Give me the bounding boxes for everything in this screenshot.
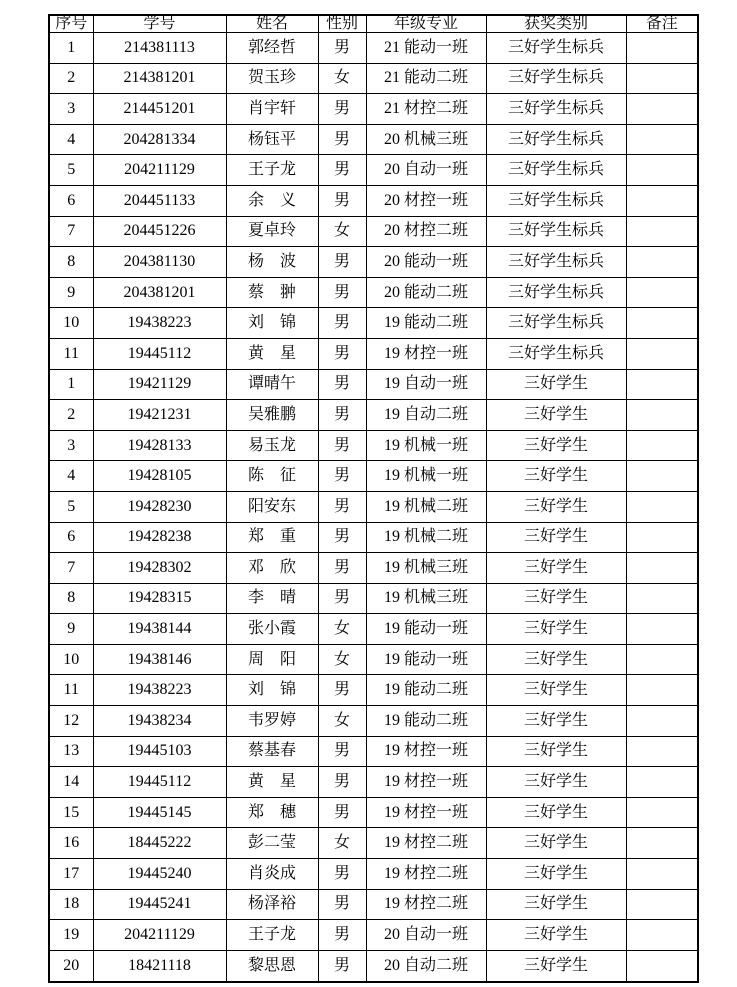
cell-remark [626, 338, 698, 369]
cell-gender: 男 [318, 675, 366, 706]
cell-name: 黄 星 [226, 767, 318, 798]
cell-name: 郑 穗 [226, 797, 318, 828]
cell-award: 三好学生 [486, 400, 626, 431]
table-row [49, 277, 698, 308]
cell-award: 三好学生标兵 [486, 155, 626, 186]
cell-grade-major: 20 自动一班 [366, 920, 486, 951]
cell-student-id: 18445222 [93, 828, 226, 859]
cell-grade-major: 20 能动一班 [366, 247, 486, 278]
cell-student-id: 19428315 [93, 583, 226, 614]
cell-student-id: 19428238 [93, 522, 226, 553]
cell-grade-major: 20 机械三班 [366, 124, 486, 155]
table-row [49, 338, 698, 369]
header-grade-major: 年级专业 [366, 15, 486, 33]
table-row [49, 859, 698, 890]
cell-grade-major: 19 材控二班 [366, 828, 486, 859]
cell-name: 刘 锦 [226, 675, 318, 706]
cell-remark [626, 553, 698, 584]
cell-award: 三好学生 [486, 553, 626, 584]
cell-index: 8 [49, 583, 93, 614]
table-row [49, 461, 698, 492]
cell-name: 李 晴 [226, 583, 318, 614]
award-student-table-container [48, 14, 697, 983]
cell-award: 三好学生 [486, 522, 626, 553]
cell-grade-major: 20 自动一班 [366, 155, 486, 186]
table-row [49, 63, 698, 94]
cell-remark [626, 644, 698, 675]
cell-index: 11 [49, 675, 93, 706]
header-gender: 性别 [318, 15, 366, 33]
cell-student-id: 18421118 [93, 950, 226, 982]
cell-student-id: 19445240 [93, 859, 226, 890]
award-student-table [48, 14, 699, 983]
cell-award: 三好学生 [486, 767, 626, 798]
cell-student-id: 214381201 [93, 63, 226, 94]
cell-student-id: 204381130 [93, 247, 226, 278]
cell-student-id: 19438223 [93, 675, 226, 706]
cell-student-id: 204211129 [93, 155, 226, 186]
cell-grade-major: 20 材控二班 [366, 216, 486, 247]
cell-award: 三好学生标兵 [486, 277, 626, 308]
cell-remark [626, 155, 698, 186]
cell-remark [626, 461, 698, 492]
cell-grade-major: 19 自动二班 [366, 400, 486, 431]
header-award: 获奖类别 [486, 15, 626, 33]
cell-award: 三好学生标兵 [486, 308, 626, 339]
cell-gender: 男 [318, 338, 366, 369]
cell-student-id: 19428302 [93, 553, 226, 584]
cell-gender: 男 [318, 185, 366, 216]
cell-index: 14 [49, 767, 93, 798]
table-row [49, 644, 698, 675]
cell-grade-major: 20 自动二班 [366, 950, 486, 982]
cell-name: 夏卓玲 [226, 216, 318, 247]
cell-grade-major: 19 机械一班 [366, 461, 486, 492]
cell-gender: 男 [318, 920, 366, 951]
cell-name: 郑 重 [226, 522, 318, 553]
cell-name: 蔡 翀 [226, 277, 318, 308]
cell-gender: 男 [318, 583, 366, 614]
cell-index: 20 [49, 950, 93, 982]
cell-name: 余 义 [226, 185, 318, 216]
cell-name: 刘 锦 [226, 308, 318, 339]
table-row [49, 94, 698, 125]
cell-name: 吴雅鹏 [226, 400, 318, 431]
cell-award: 三好学生 [486, 706, 626, 737]
cell-grade-major: 19 能动一班 [366, 644, 486, 675]
cell-name: 阳安东 [226, 491, 318, 522]
cell-gender: 女 [318, 828, 366, 859]
cell-gender: 男 [318, 859, 366, 890]
cell-gender: 男 [318, 124, 366, 155]
cell-student-id: 214451201 [93, 94, 226, 125]
cell-name: 肖宇轩 [226, 94, 318, 125]
cell-grade-major: 19 机械二班 [366, 491, 486, 522]
cell-name: 邓 欣 [226, 553, 318, 584]
cell-index: 18 [49, 889, 93, 920]
cell-remark [626, 767, 698, 798]
cell-index: 8 [49, 247, 93, 278]
table-row [49, 736, 698, 767]
table-row [49, 583, 698, 614]
cell-remark [626, 491, 698, 522]
cell-remark [626, 216, 698, 247]
cell-award: 三好学生 [486, 736, 626, 767]
cell-award: 三好学生 [486, 583, 626, 614]
cell-name: 周 阳 [226, 644, 318, 675]
cell-name: 易玉龙 [226, 430, 318, 461]
cell-name: 贺玉珍 [226, 63, 318, 94]
table-row [49, 706, 698, 737]
table-row [49, 889, 698, 920]
table-header-row [49, 15, 698, 33]
cell-index: 3 [49, 94, 93, 125]
cell-grade-major: 19 材控一班 [366, 797, 486, 828]
table-row [49, 522, 698, 553]
cell-gender: 女 [318, 644, 366, 675]
header-student-id: 学号 [93, 15, 226, 33]
cell-award: 三好学生 [486, 889, 626, 920]
cell-student-id: 204281334 [93, 124, 226, 155]
cell-remark [626, 308, 698, 339]
table-row [49, 124, 698, 155]
cell-gender: 男 [318, 247, 366, 278]
cell-gender: 男 [318, 553, 366, 584]
cell-student-id: 19438234 [93, 706, 226, 737]
cell-award: 三好学生 [486, 461, 626, 492]
cell-index: 3 [49, 430, 93, 461]
cell-name: 黄 星 [226, 338, 318, 369]
cell-award: 三好学生 [486, 675, 626, 706]
cell-grade-major: 19 机械二班 [366, 522, 486, 553]
cell-gender: 男 [318, 461, 366, 492]
cell-award: 三好学生标兵 [486, 63, 626, 94]
cell-index: 9 [49, 614, 93, 645]
cell-remark [626, 614, 698, 645]
cell-remark [626, 583, 698, 614]
cell-gender: 男 [318, 430, 366, 461]
cell-name: 陈 征 [226, 461, 318, 492]
cell-grade-major: 19 能动一班 [366, 614, 486, 645]
cell-student-id: 19445103 [93, 736, 226, 767]
cell-gender: 女 [318, 614, 366, 645]
cell-remark [626, 430, 698, 461]
cell-award: 三好学生 [486, 491, 626, 522]
cell-student-id: 19421129 [93, 369, 226, 400]
cell-index: 16 [49, 828, 93, 859]
cell-remark [626, 675, 698, 706]
cell-student-id: 19445112 [93, 338, 226, 369]
cell-student-id: 19438146 [93, 644, 226, 675]
cell-index: 12 [49, 706, 93, 737]
cell-award: 三好学生 [486, 430, 626, 461]
cell-index: 11 [49, 338, 93, 369]
cell-name: 杨钰平 [226, 124, 318, 155]
cell-award: 三好学生标兵 [486, 216, 626, 247]
table-row [49, 216, 698, 247]
cell-index: 2 [49, 63, 93, 94]
cell-index: 6 [49, 185, 93, 216]
cell-remark [626, 736, 698, 767]
table-row [49, 430, 698, 461]
table-row [49, 828, 698, 859]
cell-student-id: 19438223 [93, 308, 226, 339]
cell-grade-major: 20 材控一班 [366, 185, 486, 216]
cell-index: 1 [49, 33, 93, 64]
table-row [49, 950, 698, 982]
header-name: 姓名 [226, 15, 318, 33]
cell-remark [626, 522, 698, 553]
cell-award: 三好学生标兵 [486, 124, 626, 155]
cell-student-id: 19421231 [93, 400, 226, 431]
cell-remark [626, 400, 698, 431]
cell-index: 2 [49, 400, 93, 431]
cell-name: 杨 波 [226, 247, 318, 278]
cell-grade-major: 19 能动二班 [366, 706, 486, 737]
cell-index: 6 [49, 522, 93, 553]
table-row [49, 491, 698, 522]
cell-award: 三好学生 [486, 797, 626, 828]
cell-index: 9 [49, 277, 93, 308]
cell-award: 三好学生 [486, 828, 626, 859]
cell-index: 10 [49, 308, 93, 339]
cell-grade-major: 21 能动一班 [366, 33, 486, 64]
cell-gender: 男 [318, 33, 366, 64]
cell-remark [626, 950, 698, 982]
cell-grade-major: 19 材控二班 [366, 859, 486, 890]
cell-award: 三好学生 [486, 644, 626, 675]
cell-gender: 女 [318, 706, 366, 737]
header-index: 序号 [49, 15, 93, 33]
cell-index: 5 [49, 155, 93, 186]
table-row [49, 614, 698, 645]
cell-gender: 男 [318, 950, 366, 982]
cell-remark [626, 247, 698, 278]
cell-remark [626, 94, 698, 125]
cell-grade-major: 19 机械三班 [366, 583, 486, 614]
cell-gender: 男 [318, 522, 366, 553]
cell-award: 三好学生标兵 [486, 33, 626, 64]
cell-student-id: 19438144 [93, 614, 226, 645]
table-row [49, 920, 698, 951]
table-row [49, 155, 698, 186]
cell-grade-major: 19 材控一班 [366, 338, 486, 369]
cell-name: 张小霞 [226, 614, 318, 645]
cell-gender: 男 [318, 736, 366, 767]
cell-gender: 男 [318, 308, 366, 339]
cell-remark [626, 920, 698, 951]
cell-gender: 男 [318, 400, 366, 431]
table-row [49, 797, 698, 828]
table-row [49, 247, 698, 278]
table-body [49, 33, 698, 983]
cell-award: 三好学生 [486, 920, 626, 951]
cell-remark [626, 63, 698, 94]
cell-remark [626, 369, 698, 400]
cell-gender: 男 [318, 277, 366, 308]
cell-remark [626, 277, 698, 308]
cell-award: 三好学生 [486, 369, 626, 400]
cell-gender: 男 [318, 491, 366, 522]
cell-remark [626, 889, 698, 920]
cell-student-id: 19428105 [93, 461, 226, 492]
cell-name: 肖炎成 [226, 859, 318, 890]
cell-remark [626, 33, 698, 64]
cell-name: 王子龙 [226, 920, 318, 951]
cell-index: 10 [49, 644, 93, 675]
cell-grade-major: 19 自动一班 [366, 369, 486, 400]
cell-name: 谭晴午 [226, 369, 318, 400]
table-row [49, 369, 698, 400]
cell-index: 15 [49, 797, 93, 828]
cell-index: 7 [49, 216, 93, 247]
cell-index: 4 [49, 461, 93, 492]
cell-award: 三好学生标兵 [486, 338, 626, 369]
cell-gender: 女 [318, 216, 366, 247]
cell-award: 三好学生标兵 [486, 185, 626, 216]
cell-grade-major: 19 材控一班 [366, 736, 486, 767]
cell-gender: 男 [318, 797, 366, 828]
cell-student-id: 204211129 [93, 920, 226, 951]
cell-index: 1 [49, 369, 93, 400]
cell-remark [626, 797, 698, 828]
cell-name: 黎思恩 [226, 950, 318, 982]
cell-remark [626, 706, 698, 737]
cell-student-id: 214381113 [93, 33, 226, 64]
cell-gender: 男 [318, 155, 366, 186]
cell-grade-major: 19 材控一班 [366, 767, 486, 798]
table-row [49, 767, 698, 798]
cell-index: 19 [49, 920, 93, 951]
cell-award: 三好学生 [486, 614, 626, 645]
cell-name: 韦罗婷 [226, 706, 318, 737]
cell-grade-major: 19 机械一班 [366, 430, 486, 461]
cell-grade-major: 19 能动二班 [366, 308, 486, 339]
cell-student-id: 204451133 [93, 185, 226, 216]
cell-index: 13 [49, 736, 93, 767]
cell-grade-major: 19 能动二班 [366, 675, 486, 706]
table-row [49, 185, 698, 216]
cell-gender: 男 [318, 889, 366, 920]
cell-student-id: 19445112 [93, 767, 226, 798]
cell-gender: 男 [318, 369, 366, 400]
table-row [49, 33, 698, 64]
cell-name: 杨泽裕 [226, 889, 318, 920]
cell-student-id: 204381201 [93, 277, 226, 308]
cell-gender: 男 [318, 767, 366, 798]
cell-student-id: 19445145 [93, 797, 226, 828]
cell-remark [626, 828, 698, 859]
cell-gender: 男 [318, 94, 366, 125]
cell-student-id: 19445241 [93, 889, 226, 920]
cell-name: 蔡基春 [226, 736, 318, 767]
cell-name: 彭二莹 [226, 828, 318, 859]
cell-grade-major: 19 机械三班 [366, 553, 486, 584]
table-row [49, 400, 698, 431]
cell-grade-major: 21 材控二班 [366, 94, 486, 125]
cell-index: 4 [49, 124, 93, 155]
cell-name: 郭经哲 [226, 33, 318, 64]
table-row [49, 675, 698, 706]
cell-award: 三好学生 [486, 950, 626, 982]
cell-gender: 女 [318, 63, 366, 94]
cell-index: 5 [49, 491, 93, 522]
cell-name: 王子龙 [226, 155, 318, 186]
cell-index: 7 [49, 553, 93, 584]
cell-award: 三好学生标兵 [486, 94, 626, 125]
header-remark: 备注 [626, 15, 698, 33]
cell-remark [626, 185, 698, 216]
table-row [49, 553, 698, 584]
cell-index: 17 [49, 859, 93, 890]
cell-remark [626, 859, 698, 890]
cell-student-id: 204451226 [93, 216, 226, 247]
cell-award: 三好学生标兵 [486, 247, 626, 278]
cell-student-id: 19428230 [93, 491, 226, 522]
cell-grade-major: 19 材控二班 [366, 889, 486, 920]
cell-student-id: 19428133 [93, 430, 226, 461]
cell-award: 三好学生 [486, 859, 626, 890]
cell-grade-major: 21 能动二班 [366, 63, 486, 94]
cell-grade-major: 20 能动二班 [366, 277, 486, 308]
cell-remark [626, 124, 698, 155]
table-row [49, 308, 698, 339]
